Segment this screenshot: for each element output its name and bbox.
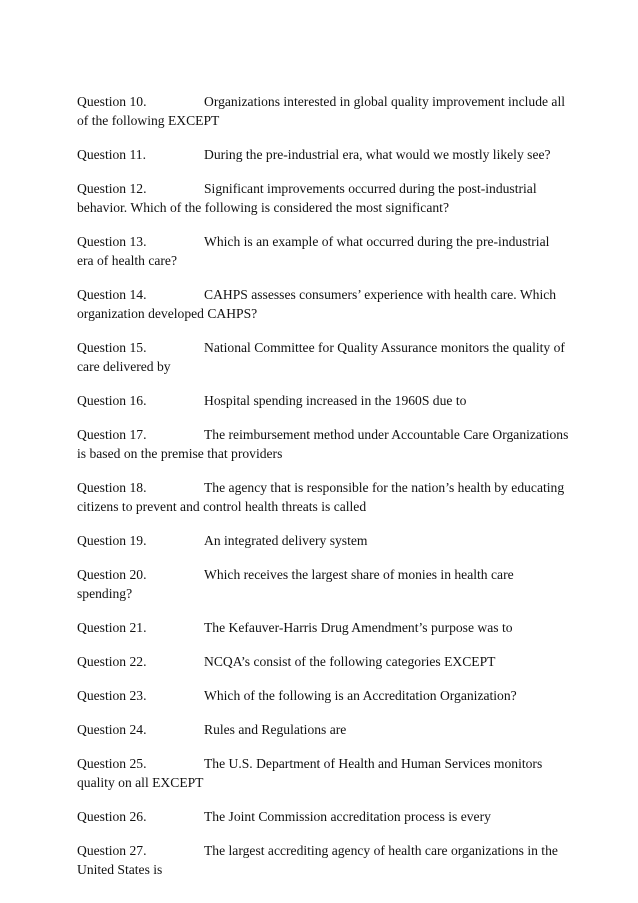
question-item — [77, 618, 569, 637]
question-text: Significant improvements occurred during the post-industrial behavior. Which of the following is considered the most significant? — [77, 181, 537, 215]
question-number: Question 14. — [77, 287, 147, 302]
question-text: During the pre-industrial era, what would we mostly likely see? — [204, 147, 551, 162]
question-number: Question 23. — [77, 688, 147, 703]
question-item — [77, 754, 569, 792]
question-text: Hospital spending increased in the 1960S due to — [204, 393, 467, 408]
question-number: Question 21. — [77, 620, 147, 635]
question-text: The agency that is responsible for the nation’s health by educating citizens to prevent and control health threats is called — [77, 480, 565, 514]
question-item — [77, 720, 569, 739]
question-number: Question 11. — [77, 147, 146, 162]
question-item — [77, 565, 569, 603]
question-item — [77, 841, 569, 879]
question-text: The Kefauver-Harris Drug Amendment’s purpose was to — [204, 620, 513, 635]
question-list — [77, 92, 569, 894]
question-text: Rules and Regulations are — [204, 722, 347, 737]
question-item — [77, 686, 569, 705]
question-number: Question 13. — [77, 234, 147, 249]
question-number: Question 12. — [77, 181, 147, 196]
question-item — [77, 478, 569, 516]
question-item — [77, 338, 569, 376]
question-item — [77, 145, 569, 164]
question-text: The Joint Commission accreditation process is every — [204, 809, 491, 824]
question-number: Question 25. — [77, 756, 147, 771]
question-item — [77, 232, 569, 270]
question-number: Question 17. — [77, 427, 147, 442]
question-number: Question 16. — [77, 393, 147, 408]
question-text: The reimbursement method under Accountable Care Organizations is based on the premise that providers — [77, 427, 569, 461]
question-item — [77, 807, 569, 826]
question-text: Which is an example of what occurred during the pre-industrial era of health care? — [77, 234, 550, 268]
question-text: Which of the following is an Accreditation Organization? — [204, 688, 517, 703]
question-text: An integrated delivery system — [204, 533, 368, 548]
question-text: National Committee for Quality Assurance monitors the quality of care delivered by — [77, 340, 565, 374]
question-number: Question 18. — [77, 480, 147, 495]
question-number: Question 10. — [77, 94, 147, 109]
question-item — [77, 179, 569, 217]
question-text: The U.S. Department of Health and Human Services monitors quality on all EXCEPT — [77, 756, 543, 790]
question-number: Question 15. — [77, 340, 147, 355]
question-item — [77, 285, 569, 323]
question-item — [77, 92, 569, 130]
question-number: Question 20. — [77, 567, 147, 582]
question-item — [77, 531, 569, 550]
question-item — [77, 425, 569, 463]
question-number: Question 19. — [77, 533, 147, 548]
question-text: Which receives the largest share of monies in health care spending? — [77, 567, 514, 601]
question-item — [77, 652, 569, 671]
question-text: NCQA’s consist of the following categories EXCEPT — [204, 654, 496, 669]
question-text: CAHPS assesses consumers’ experience with health care. Which organization developed CAHPS? — [77, 287, 557, 321]
question-number: Question 26. — [77, 809, 147, 824]
question-text: Organizations interested in global quality improvement include all of the following EXCEPT — [77, 94, 566, 128]
question-item — [77, 391, 569, 410]
question-number: Question 27. — [77, 843, 147, 858]
question-number: Question 24. — [77, 722, 147, 737]
question-number: Question 22. — [77, 654, 147, 669]
question-text: The largest accrediting agency of health care organizations in the United States is — [77, 843, 558, 877]
